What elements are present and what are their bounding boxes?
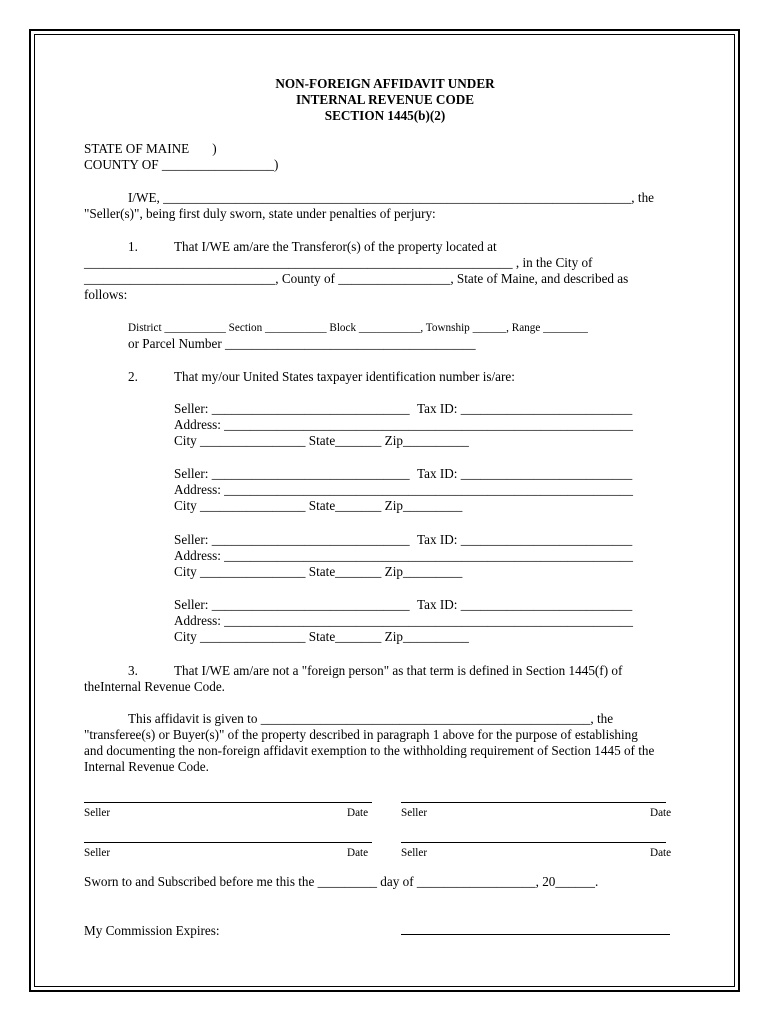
seller-signature-line-1[interactable] [84, 802, 372, 803]
title-line-2: INTERNAL REVENUE CODE [295, 92, 475, 107]
commission-expires-line[interactable] [401, 934, 670, 935]
seller-3-city: City ________________ State_______ Zip_________ [174, 564, 463, 579]
intro-line-1: I/WE, _______________________________________________________________________, the [128, 190, 655, 205]
title-line-1: NON-FOREIGN AFFIDAVIT UNDER [275, 76, 495, 91]
para1-number: 1. [128, 239, 138, 254]
intro-line-2: "Seller(s)", being first duly sworn, state under penalties of perjury: [84, 206, 436, 221]
seller-3-name: Seller: ______________________________ [174, 532, 410, 547]
date-label: Date [347, 807, 369, 819]
commission-expires-label: My Commission Expires: [84, 923, 220, 938]
seller-signature-line-4[interactable] [401, 842, 666, 843]
para1-text: That I/WE am/are the Transferor(s) of the property located at [174, 239, 497, 254]
para3-line-2: theInternal Revenue Code. [84, 679, 225, 694]
para1-line-3: _____________________________, County of _________________, State of Maine, and described as [84, 271, 629, 286]
seller-4-name: Seller: ______________________________ [174, 597, 410, 612]
seller-label: Seller [84, 847, 111, 859]
seller-label: Seller [401, 847, 428, 859]
para1-line-2: _________________________________________________________________ , in the City of [84, 255, 593, 270]
seller-3-taxid: Tax ID: __________________________ [417, 532, 633, 547]
given-line-4: Internal Revenue Code. [84, 759, 209, 774]
parcel-line-1: District ___________ Section ___________ Block ___________, Township ______, Range ________ [128, 322, 588, 334]
seller-2-name: Seller: ______________________________ [174, 466, 410, 481]
given-line-2: "transferee(s) or Buyer(s)" of the property described in paragraph 1 above for the purpose of establishing [84, 727, 638, 742]
venue-state: STATE OF MAINE ) [84, 141, 217, 156]
date-label: Date [347, 847, 369, 859]
venue-county: COUNTY OF _________________) [84, 157, 279, 172]
para1-line-4: follows: [84, 287, 128, 302]
para3-number: 3. [128, 663, 138, 678]
seller-signature-line-2[interactable] [401, 802, 666, 803]
seller-label: Seller [84, 807, 111, 819]
seller-1-name: Seller: ______________________________ [174, 401, 410, 416]
para3-text: That I/WE am/are not a "foreign person" as that term is defined in Section 1445(f) of [174, 663, 623, 678]
seller-4-city: City ________________ State_______ Zip__________ [174, 629, 469, 644]
seller-3-address: Address: ______________________________________________________________ [174, 548, 633, 563]
para2-number: 2. [128, 369, 138, 384]
seller-signature-line-3[interactable] [84, 842, 372, 843]
seller-1-taxid: Tax ID: __________________________ [417, 401, 633, 416]
para2-text: That my/our United States taxpayer identification number is/are: [174, 369, 515, 384]
seller-label: Seller [401, 807, 428, 819]
given-line-3: and documenting the non-foreign affidavit exemption to the withholding requirement of Section 1445 of the [84, 743, 655, 758]
seller-2-taxid: Tax ID: __________________________ [417, 466, 633, 481]
title-line-3: SECTION 1445(b)(2) [324, 108, 446, 123]
seller-2-address: Address: ______________________________________________________________ [174, 482, 633, 497]
seller-1-address: Address: ______________________________________________________________ [174, 417, 633, 432]
seller-1-city: City ________________ State_______ Zip__________ [174, 433, 469, 448]
date-label: Date [650, 807, 672, 819]
seller-4-taxid: Tax ID: __________________________ [417, 597, 633, 612]
date-label: Date [650, 847, 672, 859]
given-line-1: This affidavit is given to __________________________________________________, the [128, 711, 614, 726]
sworn-statement: Sworn to and Subscribed before me this the _________ day of __________________, 20______. [84, 874, 599, 889]
seller-4-address: Address: ______________________________________________________________ [174, 613, 633, 628]
parcel-line-2: or Parcel Number ______________________________________ [128, 336, 476, 351]
seller-2-city: City ________________ State_______ Zip_________ [174, 498, 463, 513]
